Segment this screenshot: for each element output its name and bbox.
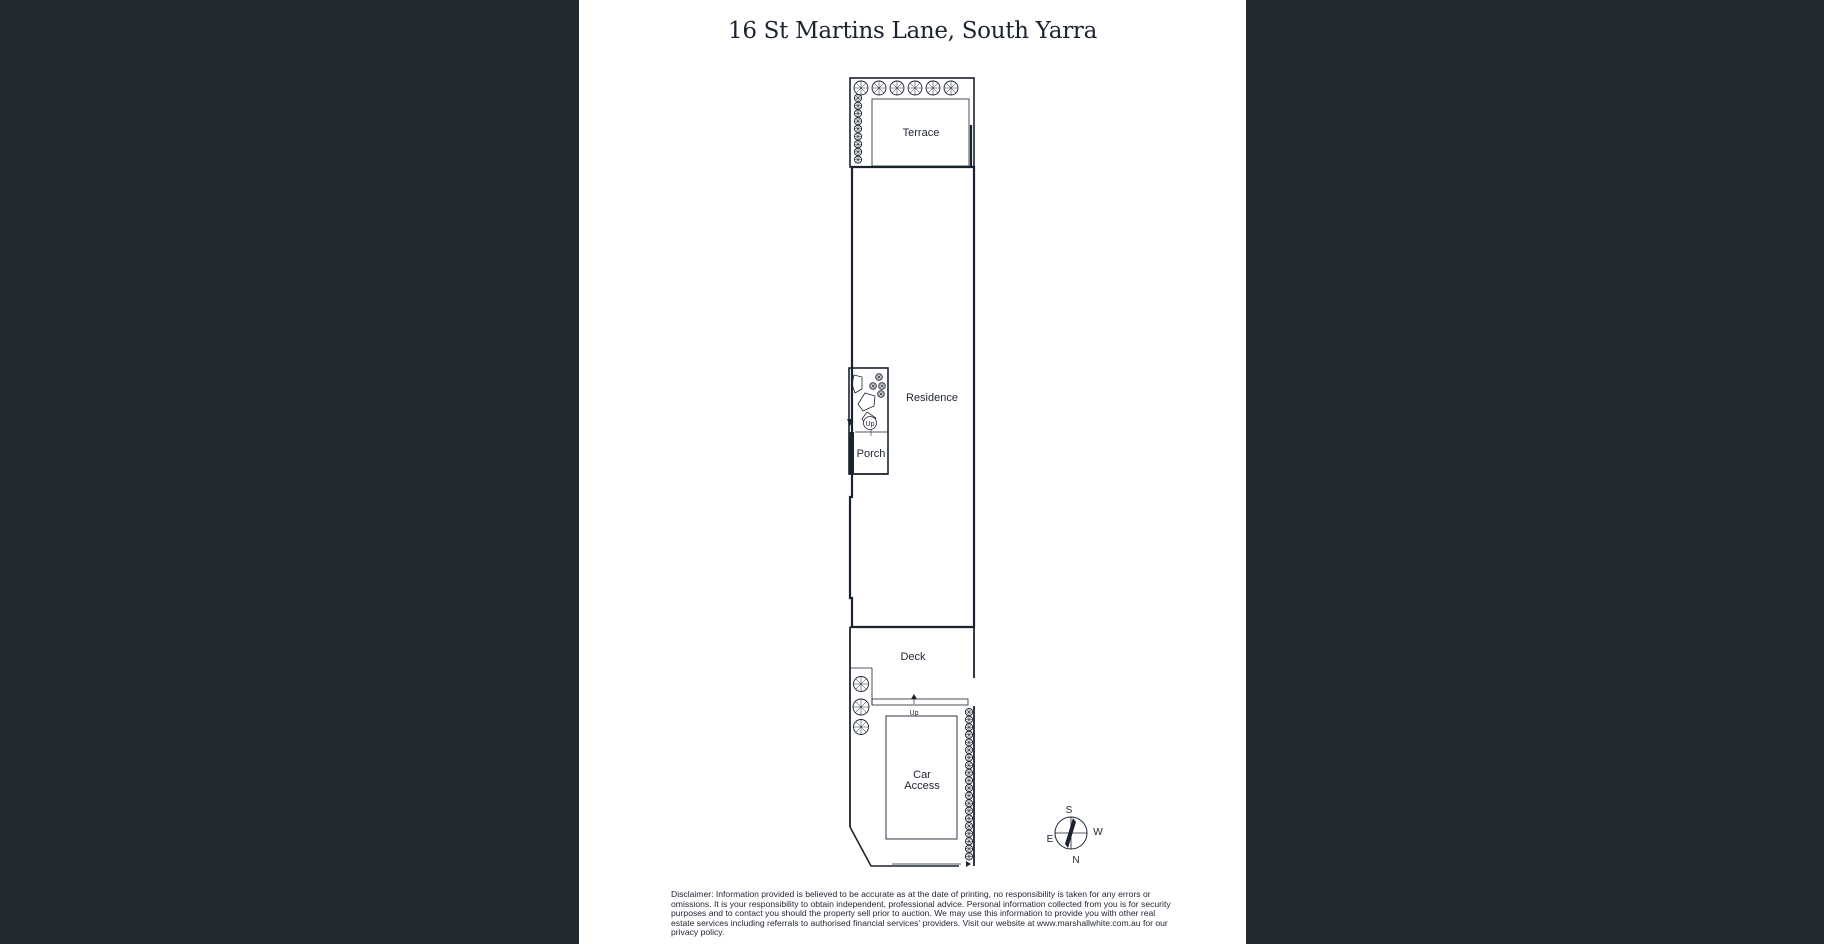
car-access-label-line2: Access [904,780,940,792]
compass-left-label: E [1046,834,1054,845]
planting-layer [853,81,973,860]
compass-icon [1047,805,1104,866]
compass-top-label: S [1065,805,1073,816]
floorplan-sheet [579,0,1246,944]
compass-right-label: W [1093,827,1103,838]
terrace-label: Terrace [902,127,940,139]
porch-label: Porch [856,448,886,460]
deck-stair-label: Up [909,710,919,717]
porch-wall-fill [849,432,854,474]
page-title: 16 St Martins Lane, South Yarra [728,18,1097,44]
disclaimer-text: Disclaimer: Information provided is believed to be accurate as at the date of printing, no responsibility is taken for any errors or omissions. It is your responsibility to obtain independent, professional advice. Personal information collected from you is for security purposes and to contact you should the property sell prior to auction. We may use this information to provide you with other real estate services including referrals to authorised financial services' providers. Visit our website at www.marshallwhite.com.au for our privacy policy. [671,889,1171,938]
compass-bottom-label: N [1072,855,1080,866]
residence-label: Residence [906,392,958,404]
porch-stair-label: Up [865,421,875,428]
deck-steps [872,699,968,705]
car-access-label-line1: Car [913,769,931,781]
deck-label: Deck [900,651,926,663]
floorplan-drawing [579,0,1246,944]
